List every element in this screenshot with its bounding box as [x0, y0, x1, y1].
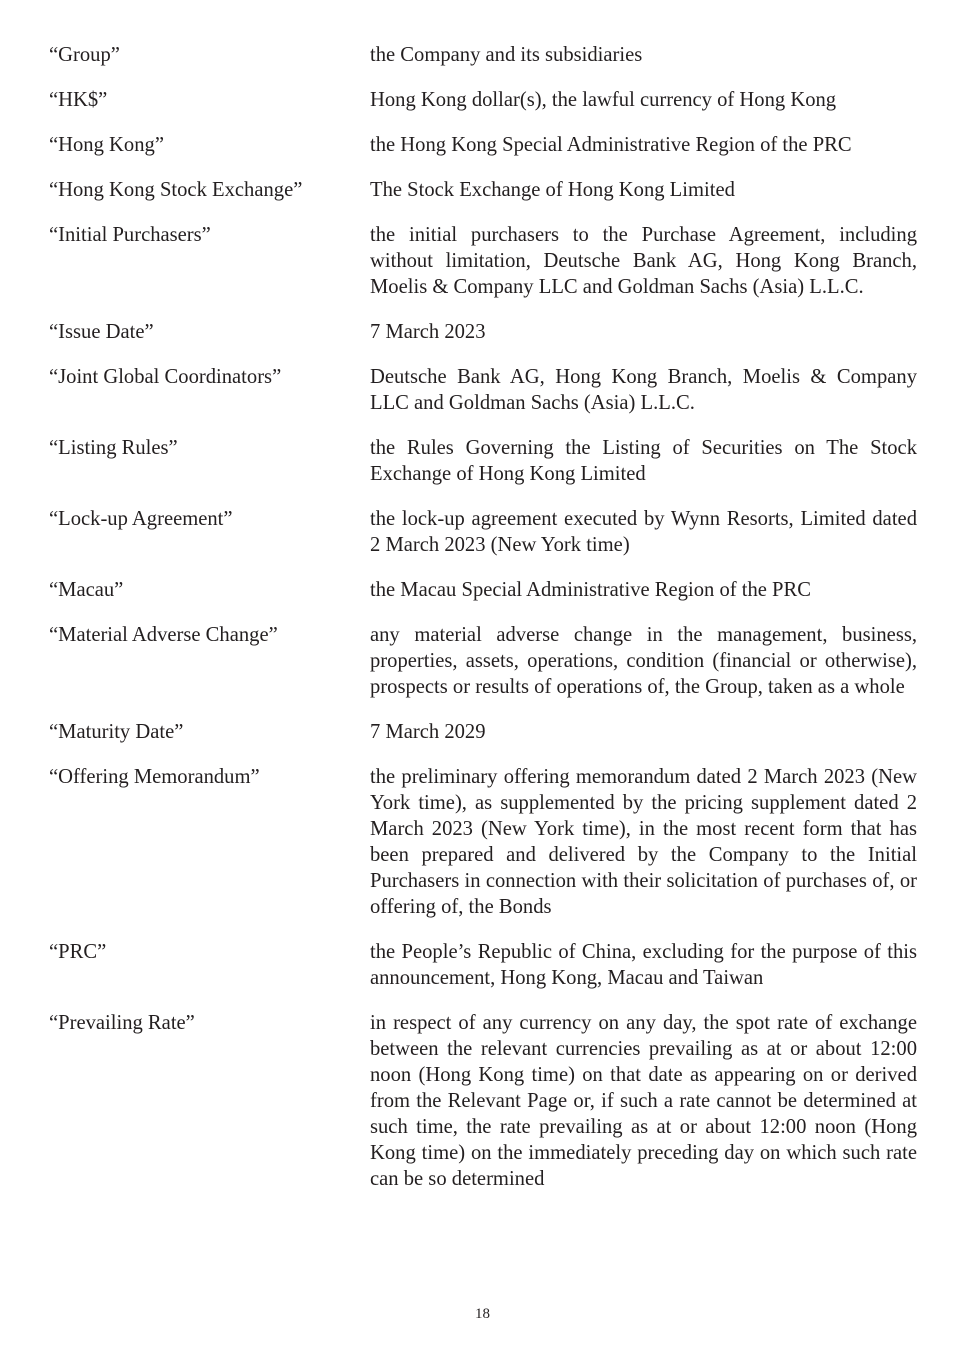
page-number: 18 — [475, 1306, 490, 1322]
definition-row-prevailing-rate — [49, 1010, 917, 1192]
term: “Initial Purchasers” — [49, 224, 211, 246]
term: “HK$” — [49, 89, 108, 111]
definition-row-listing-rules — [49, 435, 917, 487]
term: “Listing Rules” — [49, 437, 178, 459]
definitions-list — [49, 42, 917, 1211]
definition-row-initial-purchasers — [49, 222, 917, 300]
definition: The Stock Exchange of Hong Kong Limited — [370, 179, 735, 201]
term: “Group” — [49, 44, 120, 66]
definition: any material adverse change in the management, business, properties, assets, operations, condition (financial or otherwise), prospects or results of operations of, the Group, taken as a whole — [370, 624, 917, 698]
term: “Offering Memorandum” — [49, 766, 260, 788]
definition-row-group — [49, 42, 917, 68]
definition: 7 March 2029 — [370, 721, 486, 743]
definition-row-hong-kong-stock-exchange — [49, 177, 917, 203]
definition: the initial purchasers to the Purchase Agreement, including without limitation, Deutsche Bank AG, Hong Kong Branch, Moelis & Company LLC and Goldman Sachs (Asia) L.L.C. — [370, 224, 917, 298]
definition: the preliminary offering memorandum dated 2 March 2023 (New York time), as supplemented by the pricing supplement dated 2 March 2023 (New York time), in the most recent form that has been prepared and delivered by the Company to the Initial Purchasers in connection with their solicitation of purchases of, or offering of, the Bonds — [370, 766, 917, 918]
term: “Hong Kong” — [49, 134, 164, 156]
term: “Issue Date” — [49, 321, 154, 343]
definition: the Rules Governing the Listing of Securities on The Stock Exchange of Hong Kong Limited — [370, 437, 917, 485]
definition-row-maturity-date — [49, 719, 917, 745]
definition-row-material-adverse-change — [49, 622, 917, 700]
definition-row-macau — [49, 577, 917, 603]
definition: Deutsche Bank AG, Hong Kong Branch, Moelis & Company LLC and Goldman Sachs (Asia) L.L.C. — [370, 366, 917, 414]
definition: 7 March 2023 — [370, 321, 486, 343]
term: “Hong Kong Stock Exchange” — [49, 179, 303, 201]
definition: the Company and its subsidiaries — [370, 44, 643, 66]
definition: the Hong Kong Special Administrative Region of the PRC — [370, 134, 852, 156]
term: “Maturity Date” — [49, 721, 184, 743]
definition-row-joint-global-coordinators — [49, 364, 917, 416]
term: “Material Adverse Change” — [49, 624, 278, 646]
term: “PRC” — [49, 941, 107, 963]
term: “Prevailing Rate” — [49, 1012, 195, 1034]
definition: the People’s Republic of China, excluding for the purpose of this announcement, Hong Kong, Macau and Taiwan — [370, 941, 917, 989]
definition-row-hong-kong — [49, 132, 917, 158]
term: “Lock-up Agreement” — [49, 508, 233, 530]
term: “Macau” — [49, 579, 124, 601]
definition-row-prc — [49, 939, 917, 991]
definition-row-offering-memorandum — [49, 764, 917, 920]
definition-row-hkd — [49, 87, 917, 113]
definition-row-issue-date — [49, 319, 917, 345]
definition: Hong Kong dollar(s), the lawful currency of Hong Kong — [370, 89, 837, 111]
definition: in respect of any currency on any day, the spot rate of exchange between the relevant currencies prevailing as at or about 12:00 noon (Hong Kong time) on that date as appearing on or derived from the Relevant Page or, if such a rate cannot be determined at such time, the rate prevailing as at or about 12:00 noon (Hong Kong time) on the immediately preceding day on which such rate can be so determined — [370, 1012, 917, 1190]
definition: the Macau Special Administrative Region of the PRC — [370, 579, 811, 601]
definition-row-lock-up-agreement — [49, 506, 917, 558]
term: “Joint Global Coordinators” — [49, 366, 282, 388]
definition: the lock-up agreement executed by Wynn Resorts, Limited dated 2 March 2023 (New York time) — [370, 508, 917, 556]
